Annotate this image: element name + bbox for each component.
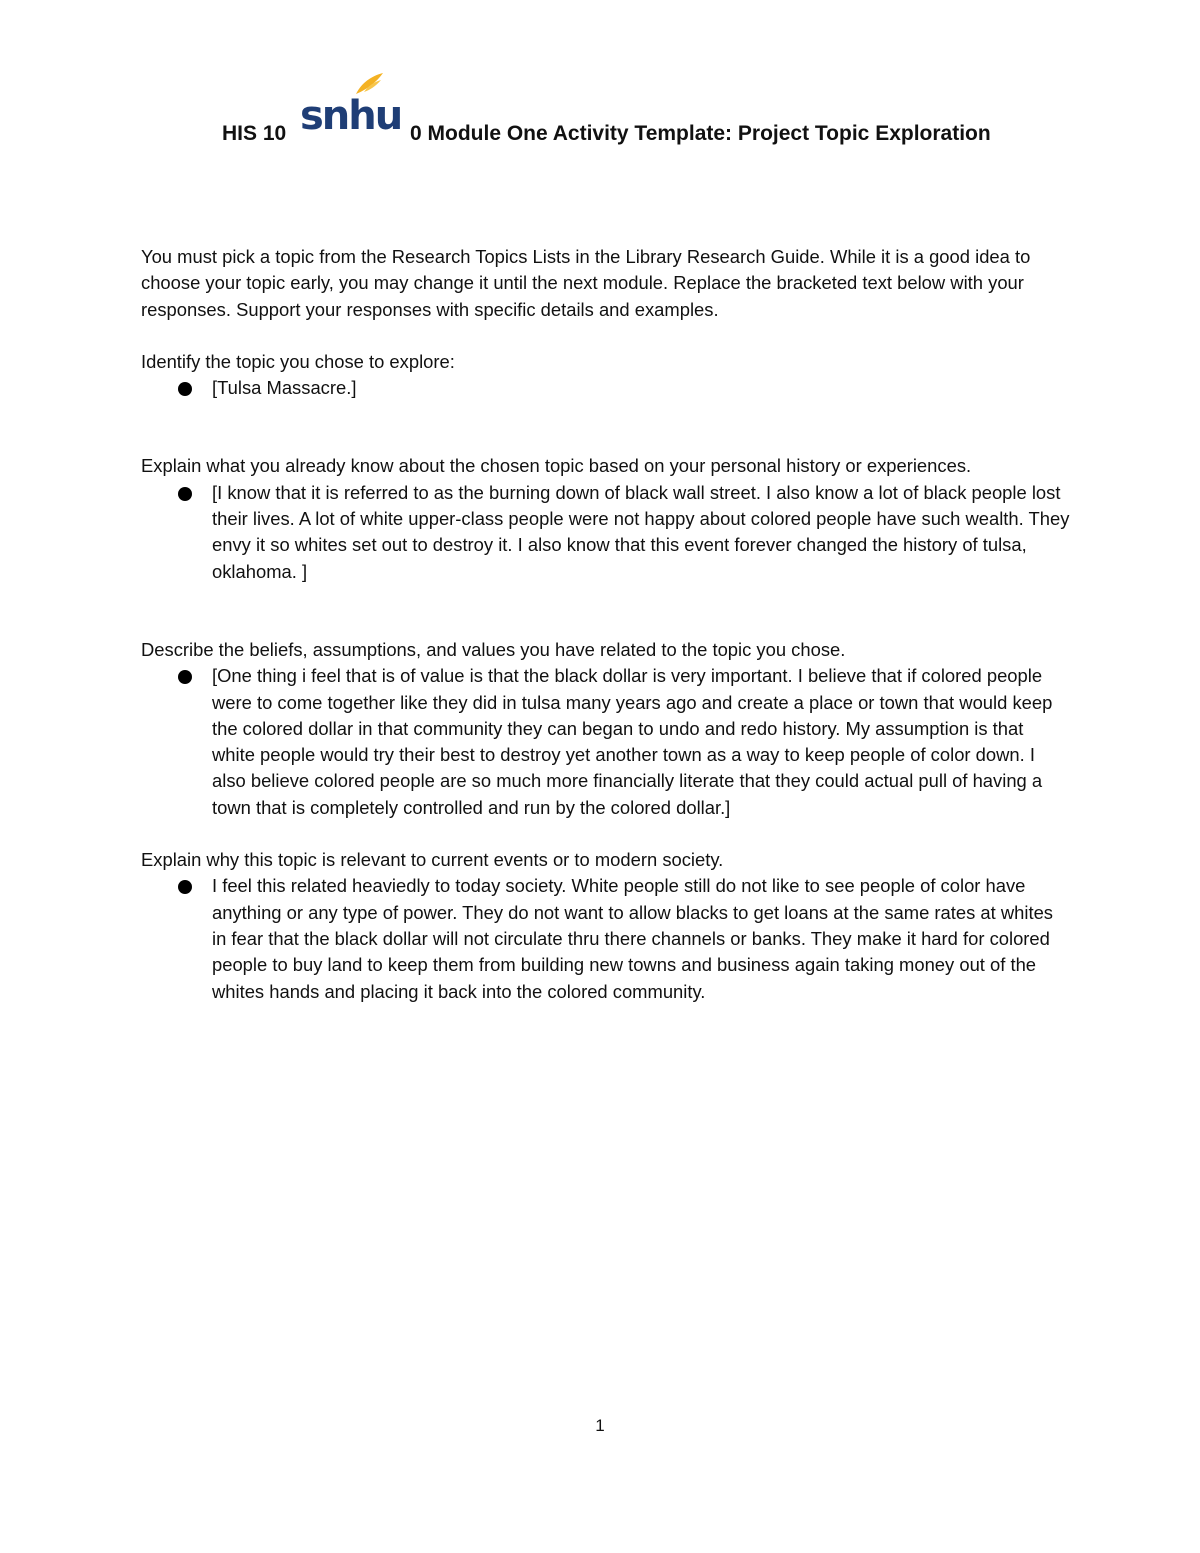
question-topic: Identify the topic you chose to explore: xyxy=(141,350,455,372)
list-item xyxy=(141,480,1071,585)
logo-wordmark: snhu xyxy=(300,93,402,139)
bullet-icon xyxy=(178,880,192,894)
answer-topic: [Tulsa Massacre.] xyxy=(212,377,357,399)
document-body xyxy=(141,244,1071,1005)
list-item xyxy=(141,375,1071,401)
bullet-icon xyxy=(178,670,192,684)
question-beliefs: Describe the beliefs, assumptions, and values you have related to the topic you chose. xyxy=(141,638,846,660)
answer-beliefs: [One thing i feel that is of value is that the black dollar is very important. I believe that if colored people were to come together like they did in tulsa many years ago and create a place or town that would keep the colored dollar in that community they can began to undo and redo history. My assumption is that white people would try their best to destroy yet another town as a way to keep people of color down. I also believe colored people are so much more financially literate that they could actual pull of having a town that is completely controlled and run by the colored dollar.] xyxy=(212,665,1053,818)
intro-paragraph: You must pick a topic from the Research Topics Lists in the Library Research Guide. While it is a good idea to choose your topic early, you may change it until the next module. Replace the bracketed text below with your responses. Support your responses with specific details and examples. xyxy=(141,246,1031,320)
bullet-icon xyxy=(178,382,192,396)
title-activity-name: 0 Module One Activity Template: Project Topic Exploration xyxy=(410,122,991,145)
answer-list-beliefs xyxy=(141,663,1071,821)
document-title xyxy=(0,118,1200,158)
list-item xyxy=(141,663,1071,821)
answer-relevance: I feel this related heaviedly to today society. White people still do not like to see people of color have anything or any type of power. They do not want to allow blacks to get loans at the same rates at whites in fear that the black dollar will not circulate thru there channels or banks. They make it hard for colored people to buy land to keep them from building new towns and business again taking money out of the whites hands and placing it back into the colored community. xyxy=(212,875,1054,1002)
list-item xyxy=(141,873,1071,1004)
page-number: 1 xyxy=(595,1416,605,1435)
bullet-icon xyxy=(178,487,192,501)
snhu-logo xyxy=(296,72,402,139)
question-relevance: Explain why this topic is relevant to current events or to modern society. xyxy=(141,849,724,871)
answer-prior-knowledge: [I know that it is referred to as the burning down of black wall street. I also know a lot of black people lost their lives. A lot of white upper-class people were not happy about colored people have such wealth. They envy it so whites set out to destroy it. I also know that this event forever changed the history of tulsa, oklahoma. ] xyxy=(212,481,1070,582)
question-prior-knowledge: Explain what you already know about the chosen topic based on your personal history or experiences. xyxy=(141,455,972,477)
answer-list-topic xyxy=(141,375,1071,401)
answer-list-relevance xyxy=(141,873,1071,1004)
answer-list-prior-knowledge xyxy=(141,480,1071,585)
title-course-code: HIS 10 xyxy=(222,122,287,145)
